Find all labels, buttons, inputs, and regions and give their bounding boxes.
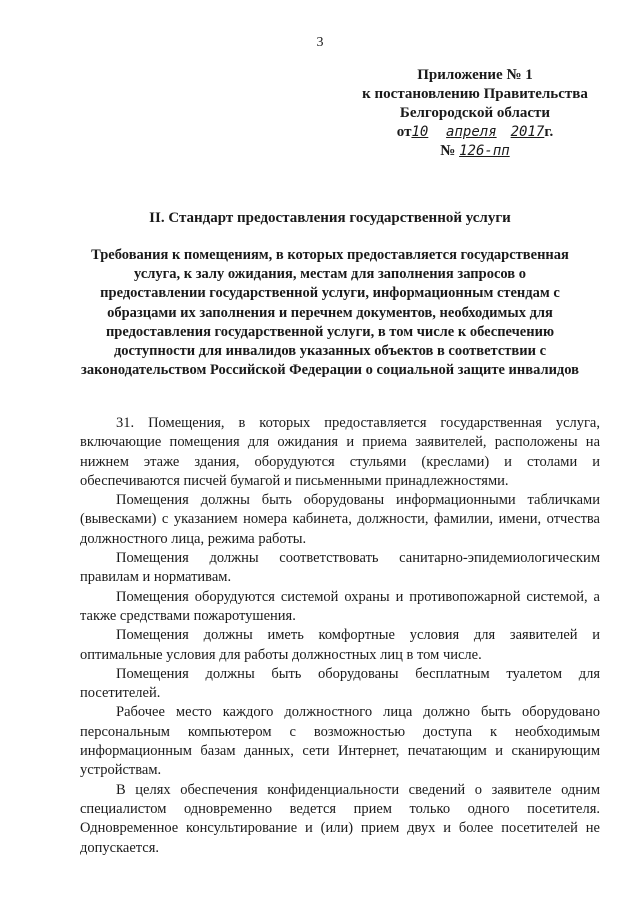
date-suffix: г. xyxy=(544,124,554,140)
paragraph: Рабочее место каждого должностного лица должно быть оборудовано персональным компьютером с возможностью доступа к необходимым информационным базам данных, сети Интернет, печатающим и сканирующим устройствам. xyxy=(80,704,600,779)
paragraph: Помещения оборудуются системой охраны и противопожарной системой, а также средствами пожаротушения. xyxy=(80,588,600,624)
paragraph: Помещения должны соответствовать санитарно-эпидемиологическим правилам и нормативам. xyxy=(80,550,600,586)
date-prefix: от xyxy=(396,124,412,140)
section-title: II. Стандарт предоставления государственной услуги xyxy=(149,210,511,226)
appendix-line-region: Белгородской области xyxy=(399,105,551,121)
appendix-title: Приложение № 1 xyxy=(417,67,533,83)
paragraph: В целях обеспечения конфиденциальности сведений о заявителе одним специалистом одновременно ведется прием только одного посетителя. Одновременное консультирование и (или) прием двух и более посетителей не допускается. xyxy=(80,781,600,856)
body-text xyxy=(80,414,600,858)
paragraph: Помещения должны иметь комфортные условия для заявителей и оптимальные условия для работы должностных лиц в том числе. xyxy=(80,627,600,663)
date-day: 10 xyxy=(411,124,429,140)
paragraph: Помещения должны быть оборудованы информационными табличками (вывесками) с указанием номера кабинета, должности, фамилии, имени, отчества должностного лица, режима работы. xyxy=(80,492,600,547)
appendix-line-decree: к постановлению Правительства xyxy=(362,86,588,102)
paragraph: Помещения должны быть оборудованы бесплатным туалетом для посетителей. xyxy=(80,665,600,702)
paragraph: 31. Помещения, в которых предоставляется государственная услуга, включающие помещения для ожидания и приема заявителей, расположены на нижнем этаже здания, оборудуются стульями (креслами) и столами и обеспечиваются писчей бумагой и письменными принадлежностями. xyxy=(80,415,600,489)
date-year: 2017 xyxy=(510,124,545,140)
number-value: 126-пп xyxy=(459,143,510,159)
page-number: 3 xyxy=(316,35,324,50)
appendix-date xyxy=(340,123,610,142)
requirements-heading: Требования к помещениям, в которых предоставляется государственная услуга, к залу ожидания, местам для заполнения запросов о предоставлении государственной услуги, информационным стендам с образцами их заполнения и перечнем документов, необходимых для предоставления государственной услуги, в том числе к обеспечению доступности для инвалидов указанных объектов в соответствии с законодательством Российской Федерации о социальной защите инвалидов xyxy=(81,247,579,379)
appendix-block xyxy=(340,66,610,161)
appendix-number xyxy=(340,142,610,161)
number-prefix: № xyxy=(440,143,456,159)
date-month: апреля xyxy=(446,124,497,140)
